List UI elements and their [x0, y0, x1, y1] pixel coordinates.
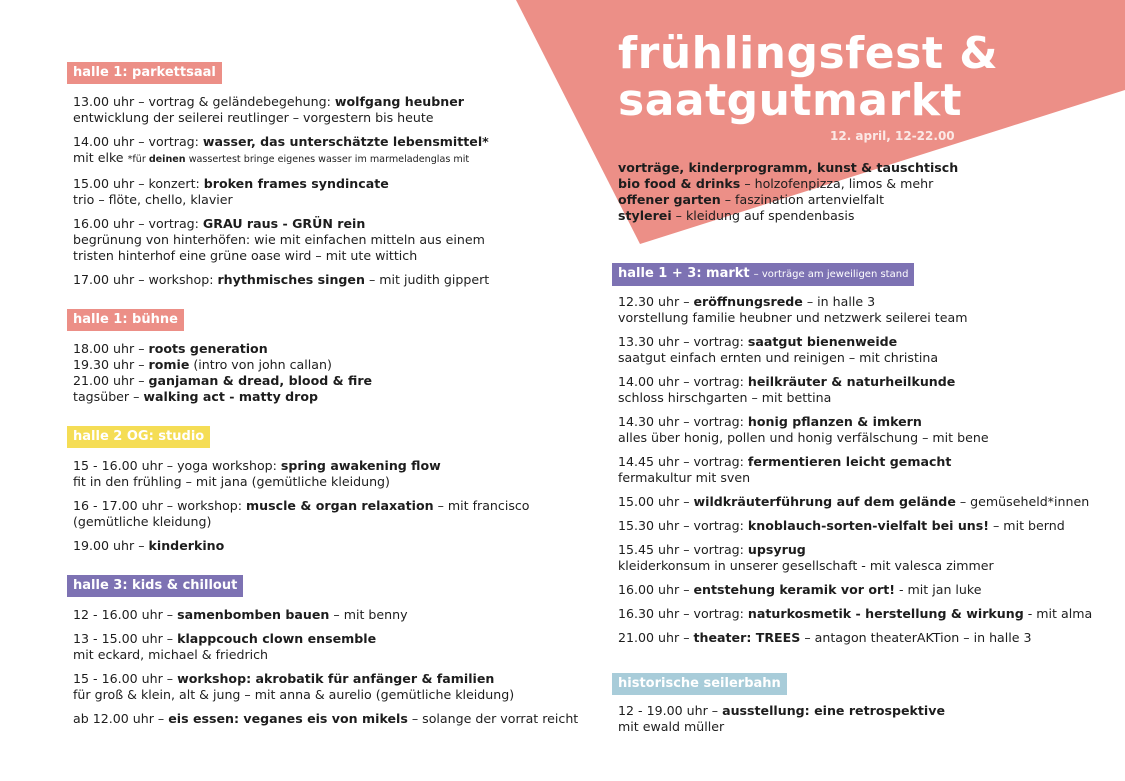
section-heading: halle 1 + 3: markt – vorträge am jeweiligen stand: [612, 263, 914, 286]
program-entry: 14.30 uhr – vortrag: honig pflanzen & imkern alles über honig, pollen und honig verfälschung – mit bene: [618, 414, 989, 445]
program-entry: 12.30 uhr – eröffnungsrede – in halle 3 vorstellung familie heubner und netzwerk seilerei team: [618, 294, 968, 325]
program-entry: 16.00 uhr – vortrag: GRAU raus - GRÜN rein begrünung von hinterhöfen: wie mit einfachen mitteln aus einem tristen hinterhof eine grüne oase wird – mit ute wittich: [73, 216, 485, 263]
program-entry: 15.30 uhr – vortrag: knoblauch-sorten-vielfalt bei uns! – mit bernd: [618, 518, 1065, 533]
program-entry: 15 - 16.00 uhr – yoga workshop: spring awakening flow fit in den frühling – mit jana (gemütliche kleidung): [73, 458, 441, 489]
program-entry: 16.00 uhr – entstehung keramik vor ort! - mit jan luke: [618, 582, 982, 597]
program-entry: 13 - 15.00 uhr – klappcouch clown ensemble mit eckard, michael & friedrich: [73, 631, 377, 662]
program-entry: 13.30 uhr – vortrag: saatgut bienenweide saatgut einfach ernten und reinigen – mit christina: [618, 334, 939, 365]
program-entry: 15.00 uhr – konzert: broken frames syndincate trio – flöte, chello, klavier: [73, 176, 389, 207]
program-entry: 16 - 17.00 uhr – workshop: muscle & organ relaxation – mit francisco (gemütliche kleidung): [73, 498, 530, 529]
section-heading: historische seilerbahn: [612, 673, 787, 695]
section-historische-seilerbahn: [618, 672, 1118, 735]
program-entry: 17.00 uhr – workshop: rhythmisches singen – mit judith gippert: [73, 272, 490, 287]
program-entry: 15.45 uhr – vortrag: upsyrug kleiderkonsum in unserer gesellschaft - mit valesca zimmer: [618, 542, 994, 573]
program-entry: 15 - 16.00 uhr – workshop: akrobatik für anfänger & familien für groß & klein, alt & jung – mit anna & aurelio (gemütliche kleidung): [73, 671, 515, 702]
section-heading: halle 3: kids & chillout: [67, 575, 243, 597]
program-entry: ab 12.00 uhr – eis essen: veganes eis von mikels – solange der vorrat reicht: [73, 711, 579, 726]
event-title: [618, 30, 998, 124]
section-heading: halle 1: parkettsaal: [67, 62, 222, 84]
section-halle2-studio: [73, 425, 593, 554]
program-entry: 16.30 uhr – vortrag: naturkosmetik - herstellung & wirkung - mit alma: [618, 606, 1093, 621]
program-entry: 15.00 uhr – wildkräuterführung auf dem gelände – gemüseheld*innen: [618, 494, 1090, 509]
program-entry: 14.45 uhr – vortrag: fermentieren leicht gemacht fermakultur mit sven: [618, 454, 952, 485]
right-column: [618, 160, 1118, 755]
left-column: [73, 61, 593, 747]
title-line-2: saatgutmarkt: [618, 75, 962, 126]
event-date: 12. april, 12-22.00: [830, 129, 955, 143]
section-halle3-kids: [73, 574, 593, 727]
program-entry: 21.00 uhr – theater: TREES – antagon theaterAKTion – in halle 3: [618, 630, 1032, 645]
program-entry: 12 - 19.00 uhr – ausstellung: eine retrospektive mit ewald müller: [618, 703, 945, 734]
section-heading: halle 1: bühne: [67, 309, 184, 331]
section-heading: halle 2 OG: studio: [67, 426, 210, 448]
program-entry: 19.00 uhr – kinderkino: [73, 538, 225, 553]
program-entry: 14.00 uhr – vortrag: wasser, das unterschätzte lebensmittel* mit elke *für deinen wassertest bringe eigenes wasser im marmeladenglas mit: [73, 134, 489, 165]
program-entry: 12 - 16.00 uhr – samenbomben bauen – mit benny: [73, 607, 408, 622]
section-halle13-markt: [618, 262, 1118, 646]
intro-highlights: vorträge, kinderprogramm, kunst & tauschtisch bio food & drinks – holzofenpizza, limos & mehr offener garten – faszination artenvielfalt stylerei – kleidung auf spendenbasis: [618, 160, 959, 223]
program-entry: 13.00 uhr – vortrag & geländebegehung: wolfgang heubner entwicklung der seilerei reutlinger – vorgestern bis heute: [73, 94, 465, 125]
program-entry: 18.00 uhr – roots generation 19.30 uhr – romie (intro von john callan) 21.00 uhr – ganjaman & dread, blood & fire tagsüber – walking act - matty drop: [73, 341, 373, 404]
section-halle1-parkettsaal: [73, 61, 593, 288]
title-line-1: frühlingsfest &: [618, 28, 999, 79]
program-entry: 14.00 uhr – vortrag: heilkräuter & naturheilkunde schloss hirschgarten – mit bettina: [618, 374, 956, 405]
section-halle1-buehne: [73, 308, 593, 405]
